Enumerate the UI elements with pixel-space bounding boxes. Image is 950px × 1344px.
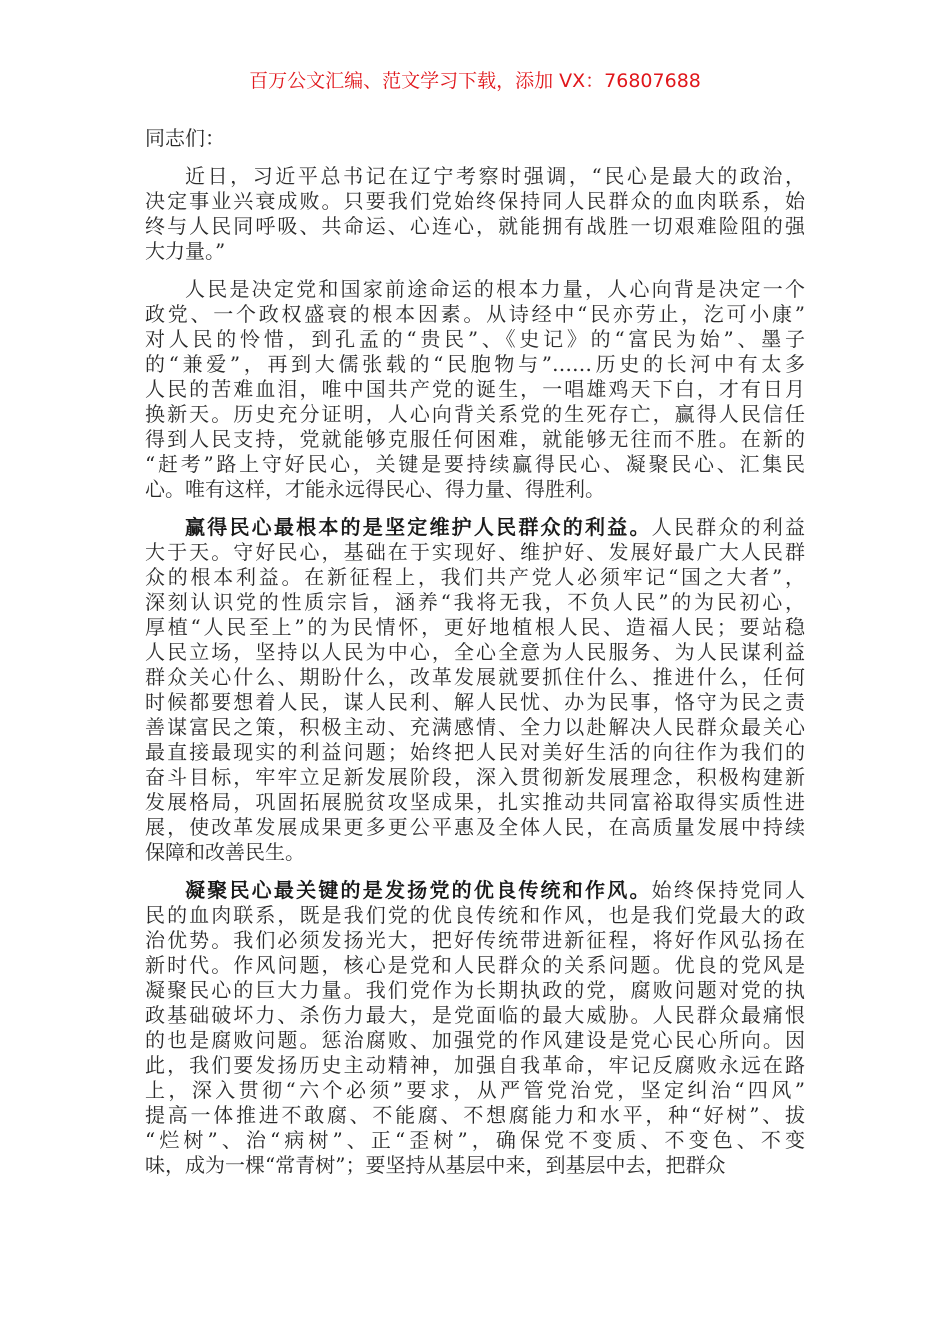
- document-body: [145, 126, 805, 1178]
- text-line: 的也是腐败问题。惩治腐败、加强党的作风建设是党心民心所向。因: [145, 1028, 805, 1052]
- paragraph: [145, 164, 805, 264]
- paragraph: [145, 878, 805, 1178]
- text-line: [145, 878, 805, 903]
- text-line: 政基础破坏力、杀伤力最大，是党面临的最大威胁。人民群众最痛恨: [145, 1003, 805, 1027]
- text-line: 的“兼爱”，再到大儒张载的“民胞物与”……历史的长河中有太多: [145, 352, 805, 376]
- salutation: 同志们：: [145, 126, 225, 150]
- text-line: 最直接最现实的利益问题；始终把人民对美好生活的向往作为我们的: [145, 740, 805, 764]
- text-line: 人民是决定党和国家前途命运的根本力量，人心向背是决定一个: [185, 277, 805, 301]
- text-line: 发展格局，巩固拓展脱贫攻坚成果，扎实推动共同富裕取得实质性进: [145, 790, 805, 814]
- text-line: 善谋富民之策，积极主动、充满感情、全力以赴解决人民群众最关心: [145, 715, 805, 739]
- text-line: 政党、一个政权盛衰的根本因素。从诗经中“民亦劳止，汔可小康”: [145, 302, 805, 326]
- text-line: 展，使改革发展成果更多更公平惠及全体人民，在高质量发展中持续: [145, 815, 805, 839]
- text-line: 时候都要想着人民，谋人民利、解人民忧、办为民事，恪守为民之责: [145, 690, 805, 714]
- text-line: 厚植“人民至上”的为民情怀，更好地植根人民、造福人民；要站稳: [145, 615, 805, 639]
- text-line: 得到人民支持，党就能够克服任何困难，就能够无往而不胜。在新的: [145, 427, 805, 451]
- watermark-header: 百万公文汇编、范文学习下载，添加 VX：76807688: [249, 70, 701, 92]
- text-line: 上，深入贯彻“六个必须”要求，从严管党治党，坚定纠治“四风”: [145, 1078, 805, 1102]
- text-line: 凝聚民心的巨大力量。我们党作为长期执政的党，腐败问题对党的执: [145, 978, 805, 1002]
- text-line: 换新天。历史充分证明，人心向背关系党的生死存亡，赢得人民信任: [145, 402, 805, 426]
- text-line: “赶考”路上守好民心，关键是要持续赢得民心、凝聚民心、汇集民: [145, 452, 805, 476]
- text-line: 保障和改善民生。: [145, 840, 305, 864]
- text-line: 大力量。”: [145, 239, 226, 263]
- paragraph-lead-heading: 凝聚民心最关键的是发扬党的优良传统和作风。: [185, 878, 652, 902]
- text-line: 人民的苦难血泪，唯中国共产党的诞生，一唱雄鸡天下白，才有日月: [145, 377, 805, 401]
- text-line: 提高一体推进不敢腐、不能腐、不想腐能力和水平，种“好树”、拔: [145, 1103, 805, 1127]
- text-line: [145, 515, 805, 540]
- text-line: 近日，习近平总书记在辽宁考察时强调，“民心是最大的政治，: [185, 164, 805, 188]
- text-line: 众的根本利益。在新征程上，我们共产党人必须牢记“国之大者”，: [145, 565, 805, 589]
- paragraph-lead-heading: 赢得民心最根本的是坚定维护人民群众的利益。: [185, 515, 652, 539]
- text-line: 对人民的怜惜，到孔孟的“贵民”、《史记》的“富民为始”、墨子: [145, 327, 805, 351]
- text-line: 大于天。守好民心，基础在于实现好、维护好、发展好最广大人民群: [145, 540, 805, 564]
- text-line: 奋斗目标，牢牢立足新发展阶段，深入贯彻新发展理念，积极构建新: [145, 765, 805, 789]
- text-line: 深刻认识党的性质宗旨，涵养“我将无我，不负人民”的为民初心，: [145, 590, 805, 614]
- paragraph: [145, 277, 805, 502]
- text-run: 人民群众的利益: [651, 515, 805, 539]
- text-line: 味，成为一棵“常青树”；要坚持从基层中来，到基层中去，把群众: [145, 1153, 726, 1177]
- text-line: 此，我们要发扬历史主动精神，加强自我革命，牢记反腐败永远在路: [145, 1053, 805, 1077]
- text-line: 决定事业兴衰成败。只要我们党始终保持同人民群众的血肉联系，始: [145, 189, 805, 213]
- paragraph: [145, 515, 805, 865]
- text-run: 始终保持党同人: [651, 878, 805, 902]
- paragraphs: [145, 164, 805, 1178]
- text-line: 群众关心什么、期盼什么，改革发展就要抓住什么、推进什么，任何: [145, 665, 805, 689]
- text-line: 终与人民同呼吸、共命运、心连心，就能拥有战胜一切艰难险阻的强: [145, 214, 805, 238]
- text-line: 人民立场，坚持以人民为中心，全心全意为人民服务、为人民谋利益: [145, 640, 805, 664]
- text-line: 心。唯有这样，才能永远得民心、得力量、得胜利。: [145, 477, 605, 501]
- text-line: “烂树”、治“病树”、正“歪树”，确保党不变质、不变色、不变: [145, 1128, 805, 1152]
- text-line: 治优势。我们必须发扬光大，把好传统带进新征程，将好作风弘扬在: [145, 928, 805, 952]
- text-line: 民的血肉联系，既是我们党的优良传统和作风，也是我们党最大的政: [145, 903, 805, 927]
- text-line: 新时代。作风问题，核心是党和人民群众的关系问题。优良的党风是: [145, 953, 805, 977]
